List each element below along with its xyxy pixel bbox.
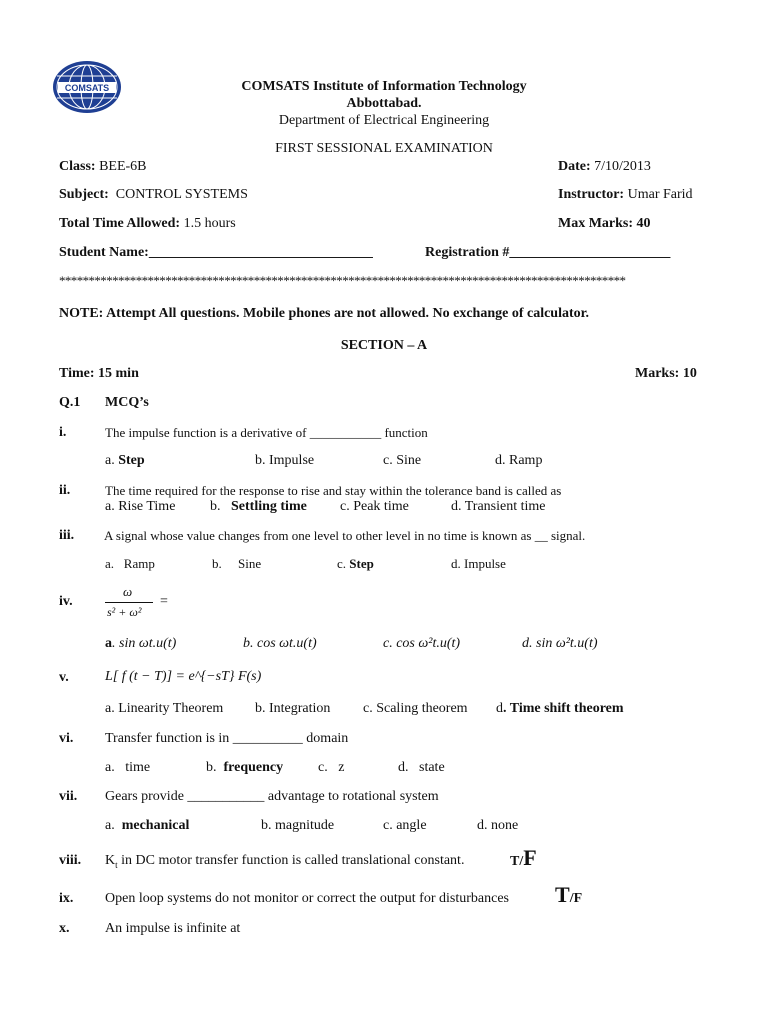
item-iii-text: A signal whose value changes from one level to other level in no time is known as __ signal. bbox=[104, 528, 586, 543]
item-vii-option-a: a. mechanical bbox=[105, 818, 190, 833]
item-vi-option-c: c. z bbox=[318, 760, 345, 775]
note: NOTE: Attempt All questions. Mobile phones are not allowed. No exchange of calculator. bbox=[59, 306, 590, 321]
item-iii-option-a: a. Ramp bbox=[105, 556, 155, 571]
fraction-bar bbox=[105, 602, 153, 603]
item-ii-option-b: b. Settling time bbox=[210, 499, 307, 514]
item-iii-number: iii. bbox=[59, 528, 75, 543]
registration-field: Registration #_______________________ bbox=[425, 245, 671, 260]
item-viii-true-false: T/F bbox=[510, 845, 537, 870]
item-iv-option-d: d. sin ω²t.u(t) bbox=[522, 636, 598, 651]
item-vii-number: vii. bbox=[59, 789, 78, 804]
item-ix-true-false: T/F bbox=[555, 882, 583, 907]
class-field: Class: BEE-6B bbox=[59, 159, 147, 174]
laplace-expression: L[ f (t − T)] = e^{−sT} F(s) bbox=[105, 669, 262, 684]
question-title: MCQ’s bbox=[105, 395, 149, 410]
item-v-option-d: d. Time shift theorem bbox=[496, 701, 624, 716]
student-name-field: Student Name:________________________________ bbox=[59, 245, 373, 260]
instructor-field: Instructor: Umar Farid bbox=[558, 187, 693, 202]
fraction-denominator: s² + ω² bbox=[107, 605, 142, 619]
item-i-number: i. bbox=[59, 425, 67, 440]
item-i-option-a: a. Step bbox=[105, 453, 145, 468]
item-x-text: An impulse is infinite at bbox=[105, 921, 241, 936]
item-v-option-a: a. Linearity Theorem bbox=[105, 701, 224, 716]
question-number: Q.1 bbox=[59, 395, 81, 410]
item-ii-option-c: c. Peak time bbox=[340, 499, 409, 514]
item-i-option-d: d. Ramp bbox=[495, 453, 543, 468]
item-iii-option-b: b. Sine bbox=[212, 556, 262, 571]
item-vii-text: Gears provide ___________ advantage to rotational system bbox=[105, 789, 439, 804]
city-name: Abbottabad. bbox=[346, 96, 422, 111]
item-vi-text: Transfer function is in __________ domain bbox=[105, 731, 349, 746]
item-v-number: v. bbox=[59, 670, 69, 685]
item-vi-option-a: a. time bbox=[105, 760, 151, 775]
section-time: Time: 15 min bbox=[59, 366, 139, 381]
fraction-numerator: ω bbox=[123, 584, 133, 599]
item-v-option-c: c. Scaling theorem bbox=[363, 701, 468, 716]
item-vii-option-b: b. magnitude bbox=[261, 818, 335, 833]
item-ii-number: ii. bbox=[59, 483, 71, 498]
max-marks: Max Marks: 40 bbox=[558, 216, 651, 231]
section-title: SECTION – A bbox=[340, 338, 428, 353]
item-ii-option-d: d. Transient time bbox=[451, 499, 546, 514]
section-marks: Marks: 10 bbox=[635, 366, 697, 381]
item-i-option-b: b. Impulse bbox=[255, 453, 315, 468]
item-viii-number: viii. bbox=[59, 853, 82, 868]
item-vii-option-c: c. angle bbox=[383, 818, 427, 833]
item-iv-option-c: c. cos ω²t.u(t) bbox=[383, 636, 461, 651]
item-i-text: The impulse function is a derivative of ___________ function bbox=[105, 425, 428, 440]
logo-text: COMSATS bbox=[64, 83, 110, 93]
item-iv-option-a: a. sin ωt.u(t) bbox=[105, 636, 177, 651]
item-iii-option-d: d. Impulse bbox=[451, 556, 506, 571]
item-vi-option-d: d. state bbox=[398, 760, 445, 775]
exam-title: FIRST SESSIONAL EXAMINATION bbox=[275, 141, 493, 156]
item-viii-text: $K_t$ in DC motor transfer function is called translational constant. bbox=[105, 853, 465, 870]
item-i-option-c: c. Sine bbox=[383, 453, 422, 468]
department-name: Department of Electrical Engineering bbox=[278, 113, 490, 128]
item-vii-option-d: d. none bbox=[477, 818, 519, 833]
subject-field: Subject: CONTROL SYSTEMS bbox=[59, 187, 248, 202]
date-field: Date: 7/10/2013 bbox=[558, 159, 651, 174]
item-x-number: x. bbox=[59, 921, 70, 936]
institute-name: COMSATS Institute of Information Technology bbox=[241, 79, 527, 94]
item-vi-option-b: b. frequency bbox=[206, 760, 284, 775]
item-ix-number: ix. bbox=[59, 891, 74, 906]
item-iii-option-c: c. Step bbox=[337, 556, 374, 571]
item-ix-text: Open loop systems do not monitor or correct the output for disturbances bbox=[105, 891, 509, 906]
item-iv-option-b: b. cos ωt.u(t) bbox=[243, 636, 317, 651]
item-ii-option-a: a. Rise Time bbox=[105, 499, 176, 514]
separator-stars: ************************************************************************************************ bbox=[59, 273, 626, 288]
equals-sign: = bbox=[160, 594, 168, 609]
time-allowed-field: Total Time Allowed: 1.5 hours bbox=[59, 216, 236, 231]
item-vi-number: vi. bbox=[59, 731, 74, 746]
item-ii-text: The time required for the response to rise and stay within the tolerance band is called as bbox=[105, 483, 562, 498]
item-iv-number: iv. bbox=[59, 594, 73, 609]
item-v-option-b: b. Integration bbox=[255, 701, 331, 716]
